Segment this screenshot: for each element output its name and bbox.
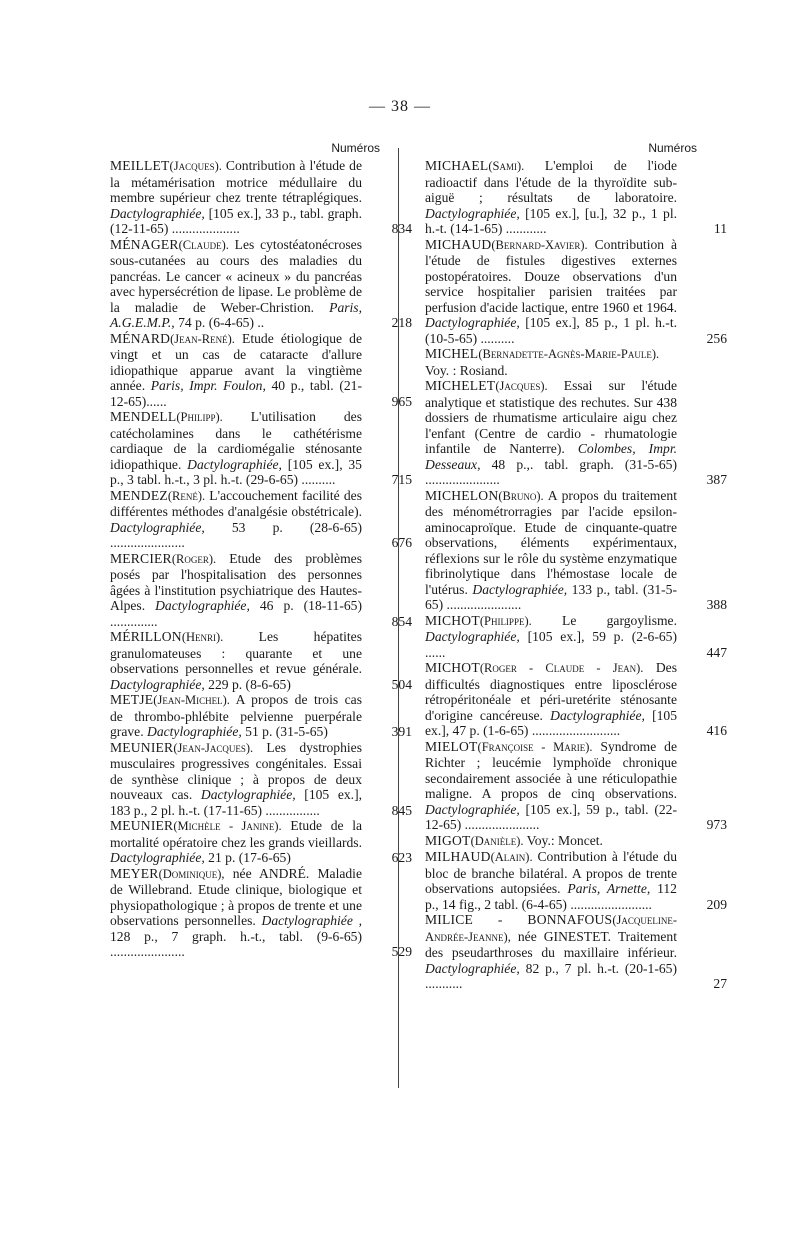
entry-number: 845 — [391, 802, 412, 818]
entry-description: Etude des problèmes posés par l'hospitalisation des personnes âgées à l'institution psychiatrique des Hautes-Alpes. — [110, 550, 362, 613]
entry-details: [105 ex.], 47 p. (1-6-65) .......................... — [425, 707, 677, 738]
entry-publisher: Dactylographiée, — [425, 629, 520, 644]
bibliography-entry — [425, 236, 727, 347]
bibliography-entry — [110, 692, 412, 740]
bibliography-entry — [425, 346, 677, 378]
entry-surname: MILHAUD — [425, 849, 491, 864]
entry-details: 74 p. (6-4-65) .. — [174, 315, 265, 330]
entry-given-name: (Jean-Jacques). — [173, 740, 254, 755]
entry-publisher: Paris, Impr. Foulon, — [150, 378, 266, 393]
entry-details: 53 p. (28-6-65) ...................... — [110, 519, 362, 550]
entry-number: 447 — [706, 644, 727, 660]
left-column-header: Numéros — [331, 141, 380, 155]
entry-description: Des difficultés diagnostiques entre liposclérose rétropéritonéale et péri-uretérite sténosante d'origine cancéreuse. — [425, 660, 677, 723]
entry-publisher: Dactylographiée, — [425, 205, 520, 221]
left-entry-list — [110, 158, 412, 960]
entry-number: 676 — [391, 535, 412, 550]
entry-publisher: Dactylographiée, — [110, 676, 205, 692]
entry-description: Essai sur l'étude analytique et statistique des rechutes. Sur 438 dossiers de rhumatisme articulaire aigu chez l'enfant (Centre de cardio - rhumatologie infantile de Nanterre). — [425, 378, 677, 456]
entry-surname: MERCIER — [110, 550, 172, 566]
entry-given-name: (Roger). — [171, 551, 217, 566]
bibliography-entry — [425, 912, 727, 992]
entry-surname: MIGOT — [425, 832, 471, 848]
right-column — [425, 138, 727, 992]
bibliography-entry — [425, 612, 727, 661]
entry-given-name: (Jacqueline-Andrée-Jeanne), — [425, 913, 677, 944]
entry-number: 388 — [706, 597, 727, 612]
entry-number: 973 — [706, 817, 727, 832]
entry-number: 256 — [706, 330, 727, 346]
entry-given-name: (Alain). — [490, 850, 533, 864]
entry-given-name: (Jean-René). — [170, 331, 235, 346]
entry-given-name: (Bernard-Xavier). — [491, 237, 588, 252]
entry-surname: MEUNIER — [110, 739, 174, 755]
bibliography-entry — [110, 409, 412, 488]
entry-publisher: Dactylographiée, — [425, 960, 520, 976]
entry-publisher: Dactylographiée, — [110, 850, 205, 865]
bibliography-entry — [110, 158, 412, 237]
bibliography-entry — [425, 378, 727, 488]
entry-surname: MICHELET — [425, 378, 496, 393]
entry-description: Etude étiologique de vingt et un cas de cataracte d'allure idiopathique apparue avant la vingtième année. — [110, 330, 362, 393]
entry-description: Les dystrophies musculaires progressives congénitales. Essai de synthèse clinique ; à propos de deux nouveaux cas. — [110, 739, 362, 802]
entry-given-name: (Bernadette-Agnès-Marie-Paule). — [478, 347, 660, 361]
entry-given-name: (Henri). — [181, 630, 224, 644]
entry-details: [105 ex.], 183 p., 2 pl. h.-t. (17-11-65) ................ — [110, 787, 363, 818]
entry-description: A propos du traitement des ménométrorragies par l'acide epsilon-aminocaproïque. Etude de cinquante-quatre observations, éléments expérimentaux, réflexions sur le rôle du système enzymatique fibrinolytique dans l'hémostase locale de l'utérus. — [425, 487, 677, 597]
entry-details: 112 p., 14 fig., 2 tabl. (6-4-65) ........................ — [425, 881, 677, 912]
entry-description: A propos de trois cas de thrombo-phlébite pelvienne puerpérale grave. — [110, 692, 362, 739]
bibliography-entry — [425, 660, 727, 739]
entry-publisher: Dactylographiée, — [425, 801, 520, 817]
entry-details: 51 p. (31-5-65) — [241, 724, 328, 739]
bibliography-entry — [110, 629, 412, 692]
entry-details: 229 p. (8-6-65) — [204, 676, 291, 692]
entry-number: 416 — [706, 723, 727, 738]
entry-number: 529 — [391, 944, 412, 959]
left-column — [110, 138, 412, 960]
bibliography-entry — [110, 236, 412, 331]
entry-details: 21 p. (17-6-65) — [204, 850, 291, 865]
entry-given-name: (Jean-Michel). — [153, 693, 230, 707]
entry-details: [105 ex.], 59 p., tabl. (22-12-65) ...................... — [425, 801, 677, 832]
entry-number: 218 — [391, 315, 412, 330]
entry-surname: MEILLET — [110, 158, 170, 173]
entry-details: 40 p., tabl. (21-12-65)...... — [110, 378, 362, 409]
entry-surname: MICHELON — [425, 487, 499, 503]
entry-description: Contribution à l'étude de la métamérisation motrice médullaire du membre supérieur chez trente tétraplégiques. — [110, 158, 362, 205]
entry-number: 11 — [713, 221, 727, 236]
entry-number: 391 — [391, 724, 412, 739]
entry-publisher: Dactylographiée , — [261, 913, 362, 928]
entry-given-name: (Bruno). — [498, 488, 544, 503]
entry-surname: MÉNAGER — [110, 236, 179, 252]
entry-number: 209 — [706, 896, 727, 912]
bibliography-entry — [110, 865, 412, 960]
entry-description: L'accouchement facilité des différentes méthodes d'analgésie obstétricale). — [110, 487, 362, 519]
bibliography-entry — [425, 849, 727, 912]
entry-given-name: (Jacques). — [169, 159, 222, 173]
entry-publisher: Dactylographiée, — [200, 787, 296, 802]
entry-details: [105 ex.], [u.], 32 p., 1 pl. h.-t. (14-1-65) ............ — [425, 205, 677, 236]
entry-surname: MIELOT — [425, 738, 478, 754]
entry-publisher: Dactylographiée, — [110, 205, 205, 221]
entry-description: Etude de la mortalité opératoire chez les grands vieillards. — [110, 818, 363, 850]
page-number: — 38 — — [369, 98, 431, 115]
entry-description: Voy.: Moncet. — [523, 832, 603, 848]
entry-description: Voy. : Rosiand. — [425, 362, 508, 378]
entry-description: née GINESTET. Traitement des pseudarthroses du maxillaire inférieur. — [425, 928, 677, 960]
entry-given-name: (René). — [167, 488, 206, 503]
entry-details: [105 ex.], 33 p., tabl. graph. (12-11-65) .................... — [110, 205, 362, 236]
entry-surname: METJE — [110, 692, 154, 707]
entry-description: Les hépatites granulomateuses : quarante et une observations personnelles et revue générale. — [110, 629, 362, 676]
entry-number: 504 — [391, 676, 412, 692]
entry-surname: MEYER — [110, 865, 159, 881]
entry-publisher: Dactylographiée, — [110, 519, 205, 535]
entry-given-name: (Danièle). — [470, 833, 524, 848]
entry-number: 834 — [391, 221, 412, 236]
entry-details: 48 p.,. tabl. graph. (31-5-65) ...................... — [425, 456, 677, 487]
entry-description: Le gargoylisme. — [531, 612, 677, 628]
entry-surname: MEUNIER — [110, 818, 174, 833]
entry-given-name: (Dominique), — [158, 866, 225, 881]
bibliography-entry — [110, 739, 412, 819]
entry-description: Syndrome de Richter ; leucémie lymphoïde chronique secondairement associée à une réticulopathie maligne. A propos de cinq observations. — [425, 738, 677, 801]
entry-number: 715 — [391, 472, 412, 487]
bibliography-entry — [425, 158, 727, 237]
bibliography-entry — [110, 487, 412, 551]
entry-publisher: Dactylographiée, — [147, 724, 242, 739]
bibliography-entry — [110, 330, 412, 410]
entry-description: L'emploi de l'iode radioactif dans l'étude de la thyroïdite sub-aiguë ; résultats de laboratoire. — [425, 158, 677, 205]
bibliography-entry — [425, 738, 727, 833]
entry-surname: MÉNARD — [110, 330, 171, 346]
entry-publisher: Colombes, Impr. Desseaux, — [425, 441, 677, 472]
entry-publisher: Paris, Arnette, — [567, 881, 651, 896]
entry-given-name: (Philipp). — [176, 410, 223, 424]
bibliography-entry — [425, 487, 727, 613]
entry-surname: MÉRILLON — [110, 629, 182, 644]
bibliography-entry — [425, 833, 677, 850]
entry-surname: MENDELL — [110, 409, 177, 424]
entry-surname: MICHEL — [425, 346, 479, 361]
entry-surname: MICHAUD — [425, 236, 492, 252]
entry-surname: MILICE - BONNAFOUS — [425, 912, 613, 927]
entry-publisher: Paris, A.G.E.M.P., — [110, 299, 362, 330]
entry-publisher: Dactylographiée, — [187, 456, 282, 472]
entry-given-name: (Roger - Claude - Jean). — [479, 661, 644, 675]
entry-given-name: (Michèle - Janine). — [173, 819, 282, 833]
entry-given-name: (Claude). — [178, 237, 229, 252]
entry-publisher: Dactylographiée, — [425, 315, 520, 330]
entry-number: 387 — [706, 472, 727, 487]
entry-description: L'utilisation des catécholamines dans le cathétérisme cardiaque de la cardiomégalie sténosante idiopathique. — [110, 409, 362, 472]
right-column-header: Numéros — [648, 141, 697, 155]
entry-given-name: (Philippe). — [479, 613, 532, 628]
entry-details: 133 p., tabl. (31-5-65) ...................... — [425, 581, 677, 612]
entry-surname: MICHAEL — [425, 158, 489, 173]
entry-details: 82 p., 7 pl. h.-t. (20-1-65) ........... — [425, 960, 677, 991]
right-entry-list — [425, 158, 727, 992]
bibliography-entry — [110, 818, 412, 866]
entry-description: Contribution à l'étude de fistules digestives externes postopératoires. Douze observations d'un service hospitalier parisien traitées par perfusion d'acide lactique, entre 1960 et 1964. — [425, 236, 677, 315]
entry-surname: MICHOT — [425, 612, 480, 628]
bibliography-entry — [110, 550, 412, 630]
entry-number: 27 — [713, 976, 727, 991]
entry-description: Contribution à l'étude du bloc de branche bilatéral. A propos de trente observations autopsiées. — [425, 849, 677, 896]
entry-number: 623 — [391, 850, 412, 865]
entry-details: 46 p. (18-11-65) .............. — [110, 598, 363, 629]
entry-number: 965 — [391, 393, 412, 409]
entry-surname: MICHOT — [425, 660, 480, 675]
entry-publisher: Dactylographiée, — [155, 598, 250, 613]
entry-given-name: (Françoise - Marie). — [477, 739, 593, 754]
entry-details: [105 ex.], 59 p. (2-6-65) ...... — [425, 629, 677, 660]
entry-details: [105 ex.], 85 p., 1 pl. h.-t. (10-5-65) .......... — [425, 315, 677, 346]
entry-description: née ANDRÉ. Maladie de Willebrand. Etude clinique, biologique et physiopathologique ; à propos de trente et une observations personnelles. — [110, 865, 362, 928]
entry-given-name: (Jacques). — [495, 379, 548, 393]
entry-given-name: (Sami). — [488, 159, 525, 173]
entry-publisher: Dactylographiée, — [472, 581, 568, 597]
entry-publisher: Dactylographiée, — [550, 707, 645, 723]
entry-description: Les cytostéatonécroses sous-cutanées au cours des maladies du pancréas. Le cancer « acineux » du pancréas avec hypersécrétion de lipase. Le problème de la maladie de Weber-Christion. — [110, 236, 362, 315]
entry-details: [105 ex.], 35 p., 3 tabl. h.-t., 3 pl. h.-t. (29-6-65) .......... — [110, 456, 362, 487]
entry-surname: MENDEZ — [110, 487, 168, 503]
entry-details: 128 p., 7 graph. h.-t., tabl. (9-6-65) ...................... — [110, 928, 362, 959]
entry-number: 854 — [391, 613, 412, 629]
